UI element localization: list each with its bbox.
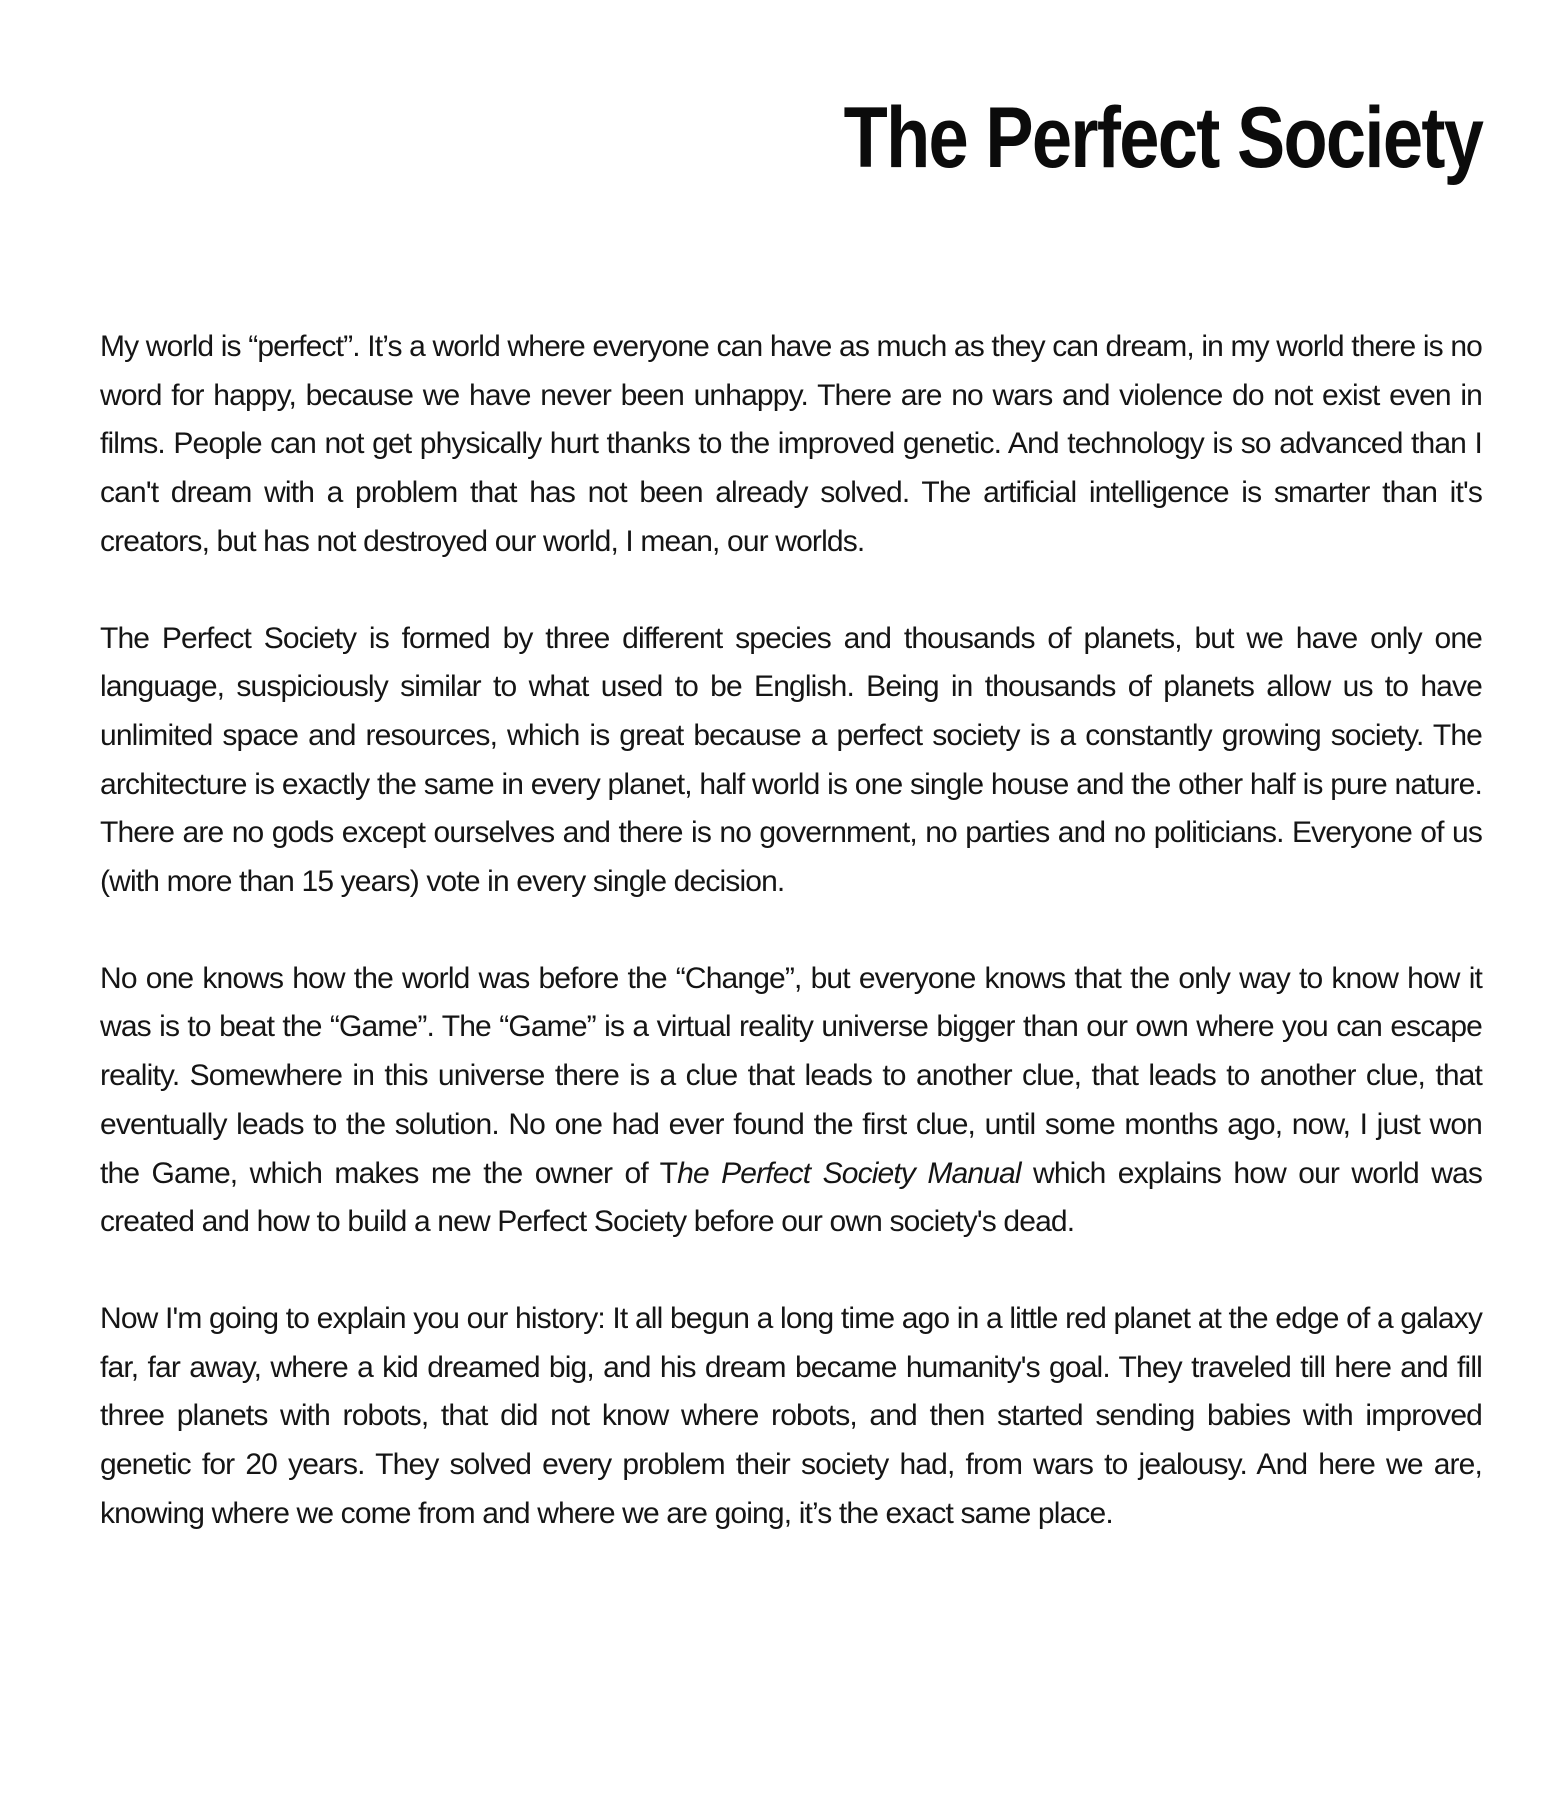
paragraph-2: The Perfect Society is formed by three different species and thousands of planets, but we have only one language, suspiciously similar to what used to be English. Being in thousands of planets allow us to have unlimited space and resources, which is great because a perfect society is a constantly growing society. The architecture is exactly the same in every planet, half world is one single house and the other half is pure nature. There are no gods except ourselves and there is no government, no parties and no politicians. Everyone of us (with more than 15 years) vote in every single decision. <box>100 621 1482 899</box>
paragraph-3-text-before-italic: No one knows how the world was before the “Change”, but everyone knows that the only way to know how it was is to beat the “Game”. The “Game” is a virtual reality universe bigger than our own where you can escape reality. Somewhere in this universe there is a clue that leads to another clue, that leads to another clue, that eventually leads to the solution. No one had ever found the first clue, until some months ago, now, I just won the Game, which makes me the owner of T <box>100 961 1482 1190</box>
paragraph-1: My world is “perfect”. It’s a world where everyone can have as much as they can dream, in my world there is no word for happy, because we have never been unhappy. There are no wars and violence do not exist even in films. People can not get physically hurt thanks to the improved genetic. And technology is so advanced than I can't dream with a problem that has not been already solved. The artificial intelligence is smarter than it's creators, but has not destroyed our world, I mean, our worlds. <box>100 330 1482 558</box>
manual-title-italic: he Perfect Society Manual <box>677 1156 1021 1190</box>
paragraph-3-text-after-italic: which explains how our world was created and how to build a new Perfect Society before our own society's dead. <box>100 1156 1482 1239</box>
paragraph-4: Now I'm going to explain you our history: It all begun a long time ago in a little red planet at the edge of a galaxy far, far away, where a kid dreamed big, and his dream became humanity's goal. They traveled till here and fill three planets with robots, that did not know where robots, and then started sending babies with improved genetic for 20 years. They solved every problem their society had, from wars to jealousy. And here we are, knowing where we come from and where we are going, it’s the exact same place. <box>100 1301 1482 1530</box>
paragraph-3 <box>100 955 1482 1247</box>
document-page <box>100 0 1482 1816</box>
document-title: The Perfect Society <box>843 90 1482 186</box>
document-body <box>100 323 1482 1586</box>
